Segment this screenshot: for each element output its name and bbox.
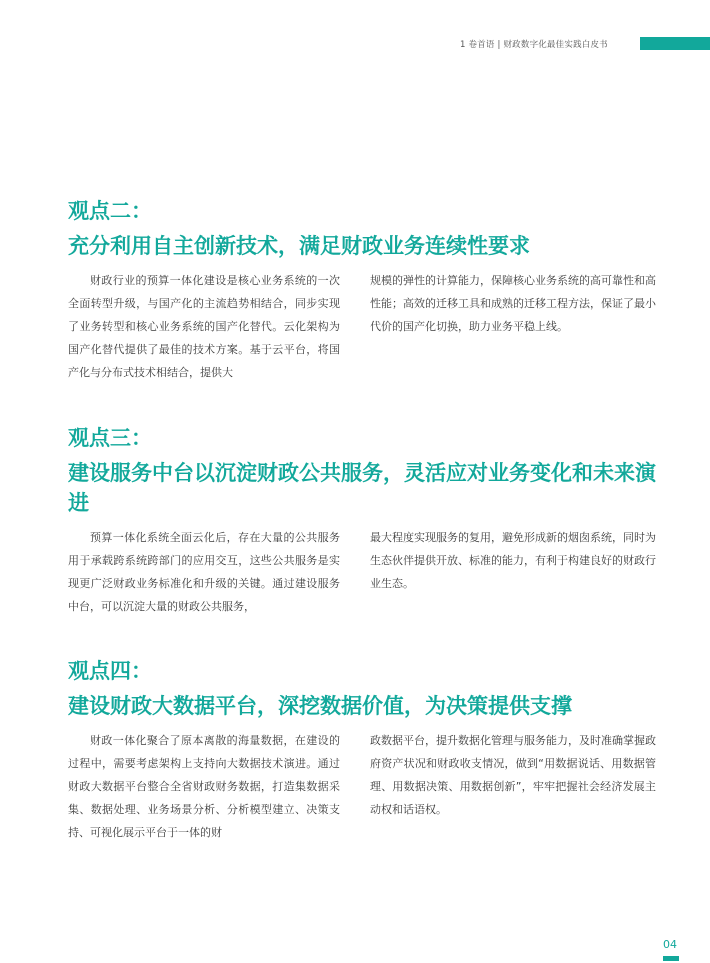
section-title: 充分利用自主创新技术，满足财政业务连续性要求: [68, 234, 530, 258]
header-accent-bar: [640, 37, 710, 50]
section-body: [68, 269, 658, 384]
section-title: 建设服务中台以沉淀财政公共服务，灵活应对业务变化和未来演进: [68, 461, 656, 515]
body-right-column: 规模的弹性的计算能力，保障核心业务系统的高可靠性和高性能；高效的迁移工具和成熟的迁移工程方法，保证了最小代价的国产化切换，助力业务平稳上线。: [370, 274, 656, 333]
section-label: 观点三：: [68, 426, 152, 450]
page-number: 04: [663, 938, 677, 951]
body-left-column: 财政一体化聚合了原本离散的海量数据，在建设的过程中，需要考虑架构上支持向大数据技术演进。通过财政大数据平台整合全省财政财务数据，打造集数据采集、数据处理、业务场景分析、分析模型建立、决策支持、可视化展示平台于一体的财: [68, 734, 340, 839]
section-viewpoint-3: [68, 423, 658, 618]
section-label: 观点二：: [68, 199, 152, 223]
running-header: 1 卷首语 | 财政数字化最佳实践白皮书: [460, 40, 608, 50]
section-title: 建设财政大数据平台，深挖数据价值，为决策提供支撑: [68, 694, 572, 718]
body-left-column: 预算一体化系统全面云化后，存在大量的公共服务用于承载跨系统跨部门的应用交互，这些公共服务是实现更广泛财政业务标准化和升级的关键。通过建设服务中台，可以沉淀大量的财政公共服务，: [68, 531, 340, 613]
section-body: [68, 526, 658, 618]
page-number-accent-bar: [663, 956, 679, 961]
body-right-column: 最大程度实现服务的复用，避免形成新的烟囱系统，同时为生态伙伴提供开放、标准的能力，有利于构建良好的财政行业生态。: [370, 531, 656, 590]
body-left-column: 财政行业的预算一体化建设是核心业务系统的一次全面转型升级，与国产化的主流趋势相结合，同步实现了业务转型和核心业务系统的国产化替代。云化架构为国产化替代提供了最佳的技术方案。基于云平台，将国产化与分布式技术相结合，提供大: [68, 274, 340, 379]
body-right-column: 政数据平台，提升数据化管理与服务能力，及时准确掌握政府资产状况和财政收支情况，做到“用数据说话、用数据管理、用数据决策、用数据创新”，牢牢把握社会经济发展主动权和话语权。: [370, 734, 656, 816]
section-viewpoint-2: [68, 196, 658, 384]
section-viewpoint-4: [68, 656, 658, 844]
section-label: 观点四：: [68, 659, 152, 683]
section-body: [68, 729, 658, 844]
